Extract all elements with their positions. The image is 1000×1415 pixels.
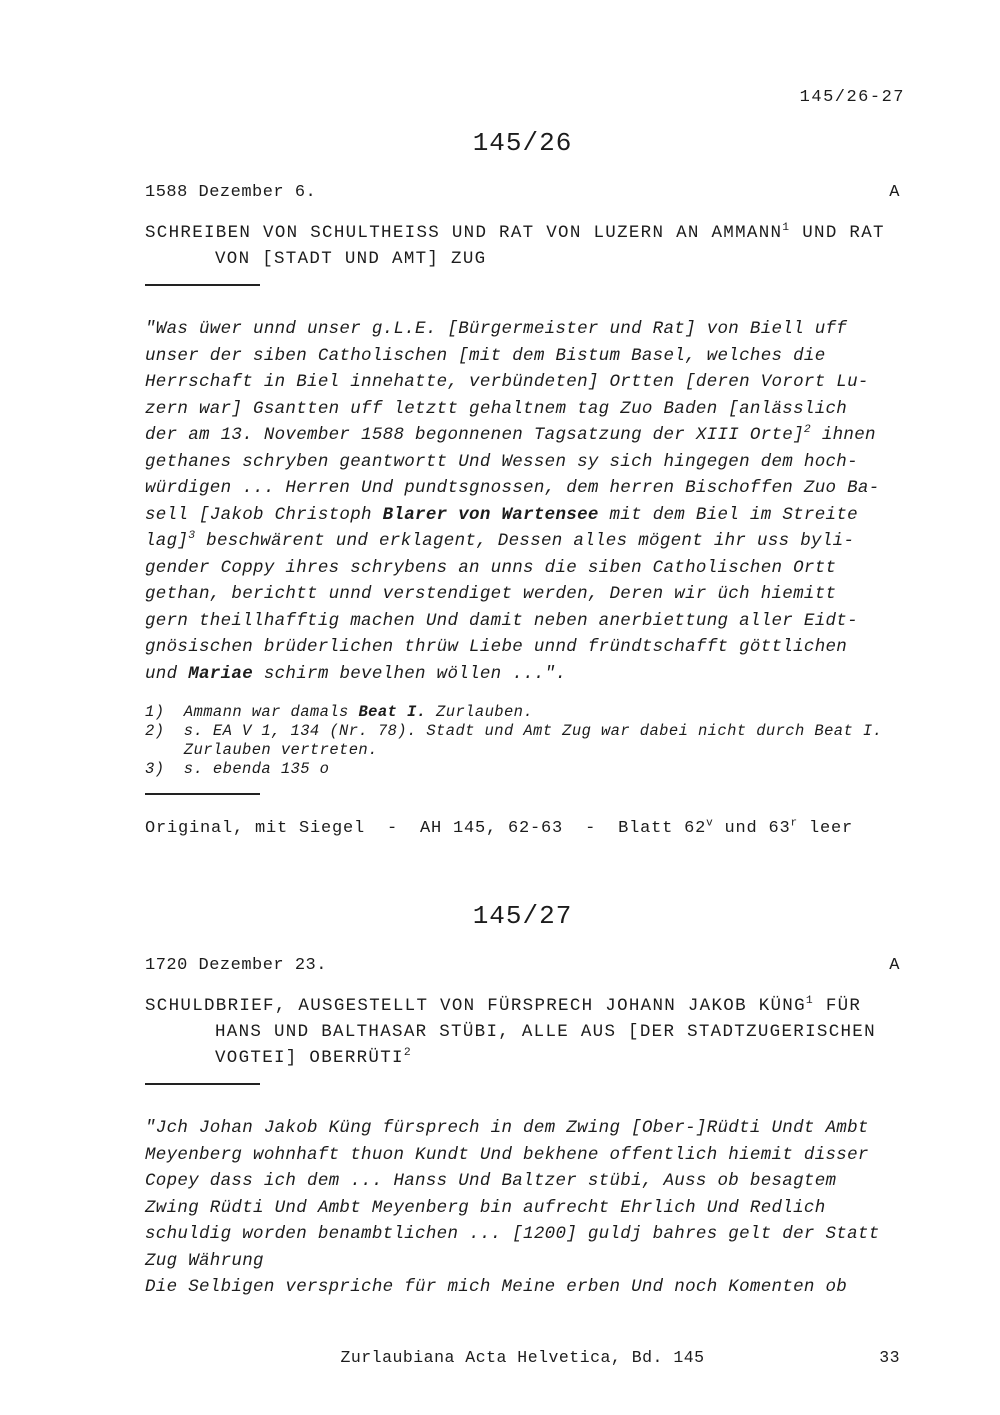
- text-segment: "Was üwer unnd unser g.L.E. [Bürgermeister und Rat] von Biell uff: [145, 319, 848, 339]
- text-segment: Herrschaft in Biel innehatte, verbündeten] Ortten [deren Vorort Lu-: [145, 372, 869, 392]
- text-line: [145, 555, 900, 582]
- text-segment: und 63: [713, 819, 791, 838]
- text-segment: FÜR: [814, 996, 862, 1016]
- text-line: [145, 1115, 900, 1142]
- text-segment: sell [Jakob Christoph: [145, 504, 383, 525]
- text-line: [145, 316, 900, 343]
- separator-rule: [145, 793, 260, 795]
- text-segment: VOGTEI] OBERRÜTI: [215, 1048, 404, 1068]
- text-line: [145, 608, 900, 635]
- archive-siglum: A: [889, 183, 900, 202]
- text-segment: Mariae: [188, 663, 254, 684]
- text-line: [145, 396, 900, 423]
- entry-number: 145/27: [472, 901, 573, 931]
- text-line: [145, 1274, 900, 1301]
- text-segment: gender Coppy ihres schrybens an unns die siben Catholischen Ortt: [145, 557, 837, 578]
- text-segment: SCHULDBRIEF, AUSGESTELLT VON FÜRSPRECH JOHANN JAKOB KÜNG: [145, 996, 806, 1016]
- text-segment: UND RAT: [790, 223, 885, 243]
- entry-body: [145, 1115, 900, 1301]
- text-line: [145, 634, 900, 661]
- entry-date: 1588 Dezember 6.: [145, 183, 317, 202]
- provenance-line: [145, 817, 900, 841]
- text-segment: Beat I.: [358, 703, 427, 721]
- entry-145-26: [145, 130, 900, 841]
- text-line: [145, 1142, 900, 1169]
- text-segment: gethan, berichtt unnd verstendiget werden, Deren wir üch hiemitt: [145, 584, 837, 604]
- text-segment: ihnen: [811, 425, 876, 445]
- text-segment: Blarer von Wartensee: [382, 504, 599, 525]
- text-segment: Original, mit Siegel - AH 145, 62-63 - Blatt 62: [145, 819, 707, 838]
- footer-page-number: 33: [879, 1348, 900, 1367]
- footnote-reference: v: [706, 817, 714, 830]
- text-line: [145, 246, 900, 272]
- text-line: [145, 1045, 900, 1071]
- text-segment: "Jch Johan Jakob Küng fürsprech in dem Zwing [Ober-]Rüdti Undt Ambt: [145, 1118, 869, 1138]
- text-segment: gern theillhafftig machen Und damit neben anerbiettung aller Eidt-: [145, 610, 858, 631]
- text-segment: unser der siben Catholischen [mit dem Bistum Basel, welches die: [145, 345, 826, 366]
- text-segment: Zurlauben vertreten.: [145, 741, 378, 759]
- footnote-reference: 2: [403, 1047, 412, 1060]
- text-segment: schirm bevelhen wöllen ...".: [253, 663, 567, 684]
- footnote-reference: 3: [188, 530, 196, 543]
- text-line: [145, 703, 900, 722]
- text-line: [145, 1168, 900, 1195]
- text-line: [145, 502, 900, 529]
- entry-date: 1720 Dezember 23.: [145, 956, 327, 975]
- separator-rule: [145, 284, 260, 286]
- date-row: [145, 182, 900, 204]
- footnote-reference: r: [790, 817, 798, 830]
- text-segment: SCHREIBEN VON SCHULTHEISS UND RAT VON LUZERN AN AMMANN: [145, 223, 783, 243]
- text-segment: zern war] Gsantten uff letztt gehaltnem tag Zuo Baden [anlässlich: [145, 398, 848, 419]
- text-line: [145, 661, 900, 688]
- text-segment: gethanes schryben geantwortt Und Wessen sy sich hingegen dem hoch-: [145, 451, 858, 472]
- text-segment: Copey dass ich dem ... Hanss Und Baltzer stübi, Auss ob besagtem: [145, 1171, 837, 1191]
- text-segment: Meyenberg wohnhaft thuon Kundt Und bekhene offentlich hiemit disser: [145, 1144, 869, 1165]
- text-line: [145, 722, 900, 741]
- footnote-reference: 2: [803, 424, 812, 437]
- text-line: [145, 1019, 900, 1045]
- text-segment: leer: [797, 819, 853, 838]
- entry-title: [145, 993, 900, 1071]
- entry-title: [145, 220, 900, 272]
- text-segment: lag]: [145, 531, 189, 551]
- text-line: [145, 369, 900, 396]
- text-segment: Zwing Rüdti Und Ambt Meyenberg bin aufrecht Ehrlich Und Redlich: [145, 1197, 826, 1218]
- text-line: [145, 1248, 900, 1275]
- entry-number: 145/26: [472, 128, 573, 158]
- text-segment: HANS UND BALTHASAR STÜBI, ALLE AUS [DER STADTZUGERISCHEN: [215, 1022, 876, 1042]
- entry-body: [145, 316, 900, 687]
- text-segment: Zug Währung: [145, 1250, 264, 1271]
- text-line: [145, 220, 900, 246]
- text-segment: gnösischen brüderlichen thrüw Liebe unnd fründtschafft göttlichen: [145, 637, 848, 657]
- text-segment: Die Selbigen verspriche für mich Meine erben Und noch Komenten ob: [145, 1277, 848, 1297]
- text-line: [145, 422, 900, 449]
- date-row: [145, 955, 900, 977]
- footnote-reference: 1: [805, 995, 815, 1008]
- text-segment: schuldig worden benambtlichen ... [1200] guldj bahres gelt der Statt: [145, 1224, 880, 1244]
- text-line: [145, 581, 900, 608]
- text-segment: VON [STADT UND AMT] ZUG: [215, 249, 487, 269]
- text-segment: und: [145, 663, 189, 684]
- text-segment: beschwärent und erklagent, Dessen alles mögent ihr uss byli-: [195, 531, 855, 551]
- text-segment: der am 13. November 1588 begonnenen Tagsatzung der XIII Orte]: [145, 425, 804, 445]
- text-line: [145, 343, 900, 370]
- page-header-reference: 145/26-27: [799, 88, 905, 107]
- text-segment: würdigen ... Herren Und pundtsgnossen, dem herren Bischoffen Zuo Ba-: [145, 478, 880, 498]
- footnote-reference: 1: [782, 222, 791, 235]
- text-segment: 1) Ammann war damals: [145, 703, 359, 721]
- text-segment: mit dem Biel im Streite: [598, 504, 858, 525]
- separator-rule: [145, 1083, 260, 1085]
- footer-series-title: Zurlaubiana Acta Helvetica, Bd. 145: [340, 1348, 705, 1367]
- text-line: [145, 817, 900, 841]
- text-line: [145, 475, 900, 502]
- text-line: [145, 993, 900, 1019]
- page-footer: [145, 1348, 900, 1367]
- entry-145-27: [145, 903, 900, 1301]
- archive-siglum: A: [889, 956, 900, 975]
- text-line: [145, 1221, 900, 1248]
- text-line: [145, 528, 900, 555]
- text-segment: Zurlauben.: [426, 703, 534, 721]
- text-line: [145, 1195, 900, 1222]
- entry-footnotes: [145, 703, 900, 779]
- text-segment: 2) s. EA V 1, 134 (Nr. 78). Stadt und Amt Zug war dabei nicht durch Beat I.: [145, 722, 883, 740]
- text-line: [145, 741, 900, 760]
- text-line: [145, 449, 900, 476]
- text-line: [145, 760, 900, 779]
- text-segment: 3) s. ebenda 135 o: [145, 760, 330, 778]
